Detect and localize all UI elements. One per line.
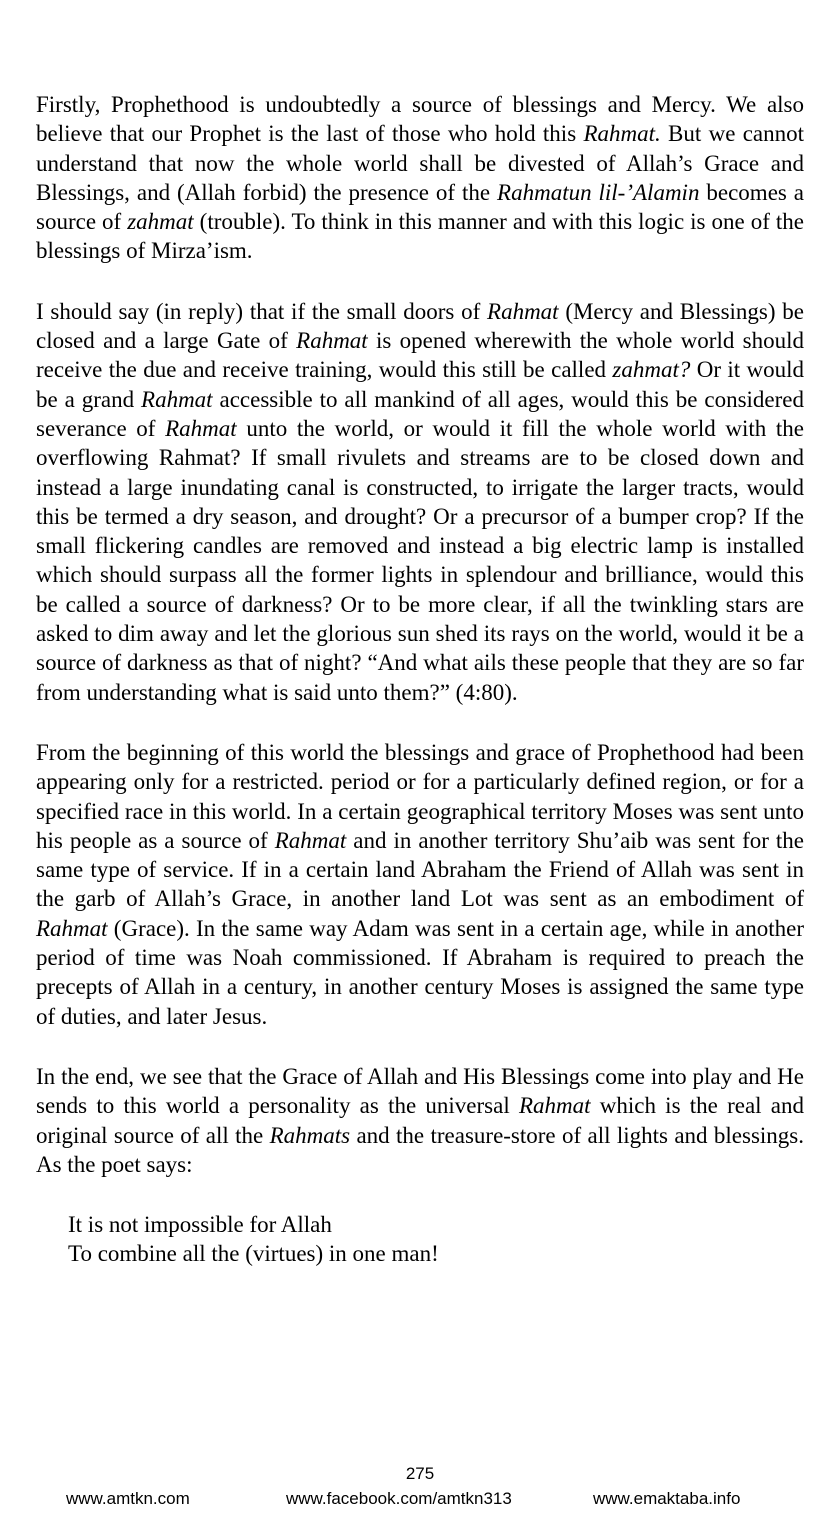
paragraph-3: From the beginning of this world the blessings and grace of Prophethood had been appearing only for a restricted. period or for a particularly defined region, or for a specified race in this world. In a certain geographical territory Moses was sent unto his people as a source of Rahmat and in another territory Shu’aib was sent for the same type of service. If in a certain land Abraham the Friend of Allah was sent in the garb of Allah’s Grace, in another land Lot was sent as an embodiment of Rahmat (Grace). In the same way Adam was sent in a certain age, while in another period of time was Noah commissioned. If Abraham is required to preach the precepts of Allah in a century, in another century Moses is assigned the same type of duties, and later Jesus.: [36, 739, 804, 1029]
italic-term: zahmat: [127, 209, 194, 235]
italic-term: Rahmat: [518, 1093, 591, 1119]
italic-term: zahmat?: [612, 357, 691, 383]
italic-term: Rahmat: [274, 827, 347, 853]
italic-term: Rahmat: [36, 915, 108, 941]
footer-link-amtkn[interactable]: www.amtkn.com: [66, 1489, 190, 1508]
paragraph-2: I should say (in reply) that if the small doors of Rahmat (Mercy and Blessings) be closed and a large Gate of Rahmat is opened wherewith the whole world should receive the due and receive training, would this still be called zahmat? Or it would be a grand Rahmat accessible to all mankind of all ages, would this be considered severance of Rahmat unto the world, or would it fill the whole world with the overflowing Rahmat? If small rivulets and streams are to be closed down and instead a large inundating canal is constructed, to irrigate the larger tracts, would this be termed a dry season, and drought? Or a precursor of a bumper crop? If the small flickering candles are removed and instead a big electric lamp is installed which should surpass all the former lights in splendour and brilliance, would this be called a source of darkness? Or to be more clear, if all the twinkling stars are asked to dim away and let the glorious sun shed its rays on the world, would it be a source of darkness as that of night? “And what ails these people that they are so far from understanding what is said unto them?” (4:80).: [36, 298, 805, 705]
page-body: [36, 90, 804, 1269]
poem-line-2: To combine all the (virtues) in one man!: [68, 1241, 439, 1267]
italic-term: Rahmat: [487, 298, 559, 324]
footer: [0, 1489, 840, 1511]
paragraph-4: In the end, we see that the Grace of Allah and His Blessings come into play and He sends to this world a personality as the universal Rahmat which is the real and original source of all the Rahmats and the treasure-store of all lights and blessings. As the poet says:: [36, 1063, 805, 1177]
italic-term: Rahmatun lil-’Alamin: [497, 179, 700, 205]
poem-quote: [36, 1210, 804, 1269]
footer-link-emaktaba[interactable]: www.emaktaba.info: [593, 1489, 741, 1508]
italic-term: Rahmat: [165, 415, 237, 441]
poem-line-1: It is not impossible for Allah: [68, 1212, 332, 1238]
paragraph-1: Firstly, Prophethood is undoubtedly a source of blessings and Mercy. We also believe that our Prophet is the last of those who hold this Rahmat. But we cannot understand that now the whole world shall be divested of Allah’s Grace and Blessings, and (Allah forbid) the presence of the Rahmatun lil-’Alamin becomes a source of zahmat (trouble). To think in this manner and with this logic is one of the blessings of Mirza’ism.: [36, 92, 805, 264]
italic-term: Rahmat: [296, 328, 368, 354]
italic-term: Rahmat: [141, 386, 213, 412]
italic-term: Rahmat.: [583, 121, 661, 147]
italic-term: Rahmats: [269, 1122, 351, 1148]
page-number: 275: [405, 1464, 435, 1483]
footer-link-facebook[interactable]: www.facebook.com/amtkn313: [286, 1489, 512, 1508]
